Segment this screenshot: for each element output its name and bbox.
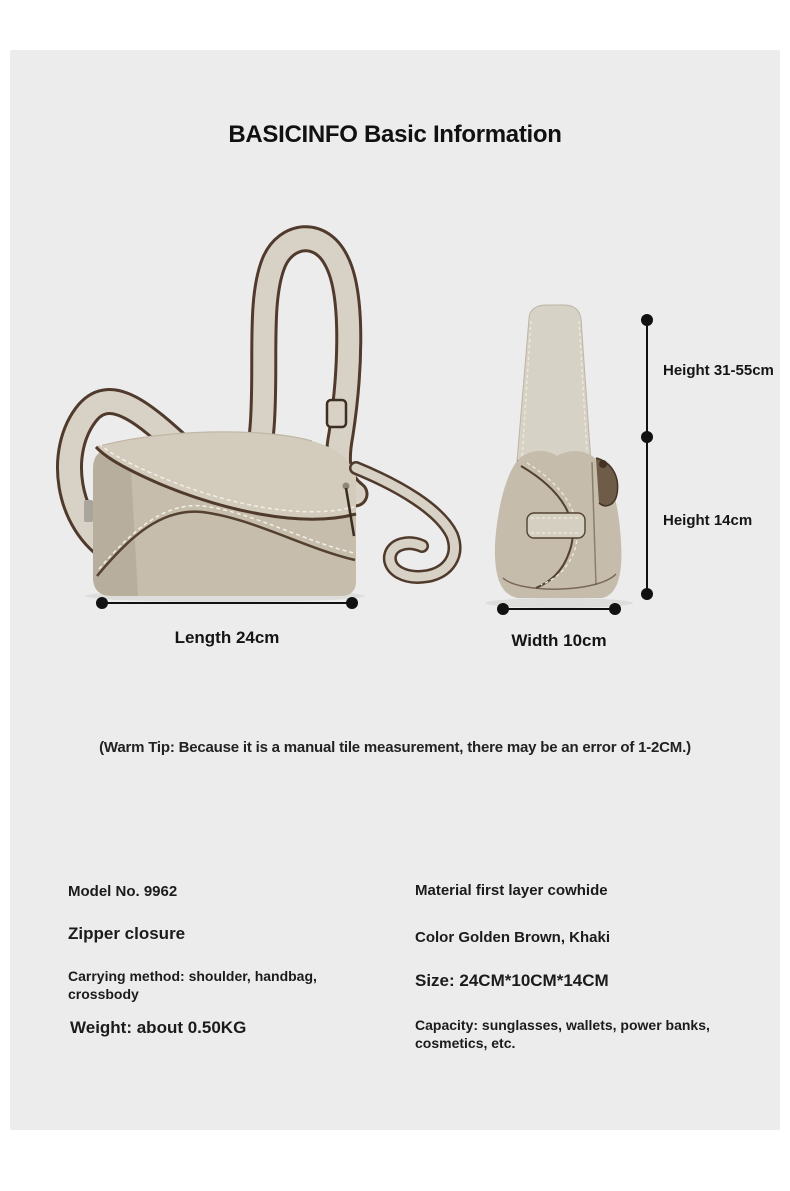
spec-carrying-method: Carrying method: shoulder, handbag, crossbody: [68, 968, 317, 1002]
spec-capacity: Capacity: sunglasses, wallets, power banks, cosmetics, etc.: [415, 1017, 710, 1051]
strap-buckle: [327, 400, 346, 427]
belt-loop: [527, 513, 585, 538]
width-line-right-dot: [609, 603, 621, 615]
height-line-bottom-dot: [641, 588, 653, 600]
width-line-left-dot: [497, 603, 509, 615]
width-label: Width 10cm: [511, 631, 607, 650]
width-dimension-line: [503, 608, 615, 610]
left-bag-illustration: [69, 239, 454, 602]
right-bag-illustration: [485, 305, 633, 608]
height-line-middle-dot: [641, 431, 653, 443]
spec-color: Color Golden Brown, Khaki: [415, 929, 611, 946]
warm-tip-text: (Warm Tip: Because it is a manual tile measurement, there may be an error of 1-2CM.): [99, 739, 691, 756]
side-d-ring: [84, 500, 93, 522]
spec-size: Size: 24CM*10CM*14CM: [415, 971, 609, 990]
height-upper-label: Height 31-55cm: [663, 362, 774, 379]
side-strap: [517, 305, 592, 477]
height-dimension-line: [646, 320, 648, 594]
height-lower-label: Height 14cm: [663, 512, 753, 529]
length-line-right-dot: [346, 597, 358, 609]
height-line-top-dot: [641, 314, 653, 326]
page-title: BASICINFO Basic Information: [228, 121, 562, 148]
length-label: Length 24cm: [174, 628, 280, 647]
spec-model-number: Model No. 9962: [68, 883, 178, 900]
length-line-left-dot: [96, 597, 108, 609]
spec-material: Material first layer cowhide: [415, 882, 608, 899]
product-photo-illustration: [0, 180, 790, 650]
spec-weight: Weight: about 0.50KG: [70, 1018, 247, 1037]
length-dimension-line: [102, 602, 352, 604]
spec-closure: Zipper closure: [68, 924, 186, 943]
side-hardware: [599, 460, 607, 468]
